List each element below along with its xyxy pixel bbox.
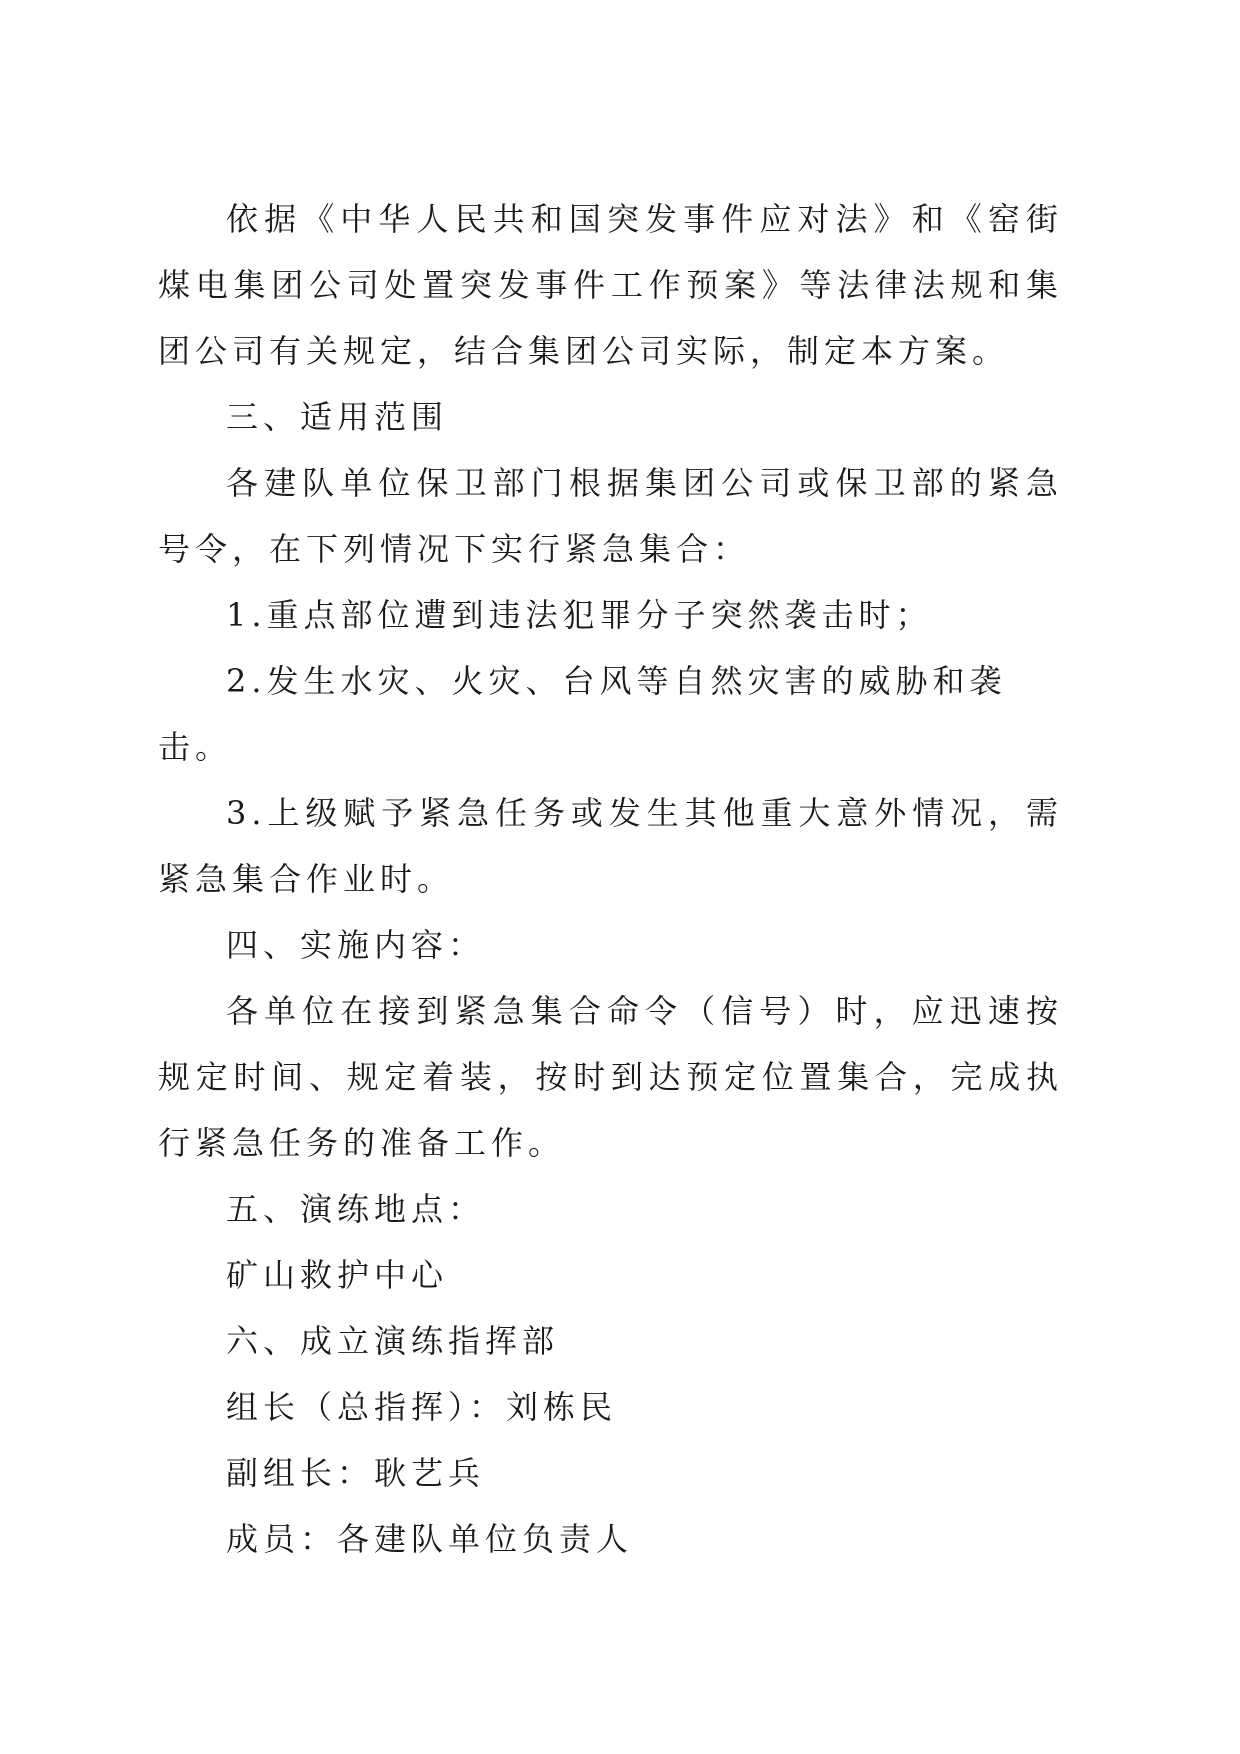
list-item-3: 3.上级赋予紧急任务或发生其他重大意外情况，需紧急集合作业时。 [158,794,1063,898]
document-body [158,186,1063,1572]
team-deputy-leader: 副组长：耿艺兵 [226,1454,486,1492]
team-leader: 组长（总指挥）：刘栋民 [226,1388,618,1426]
list-item-2: 2.发生水灾、火灾、台风等自然灾害的威胁和袭击。 [158,662,1007,766]
paragraph-legal-basis: 依据《中华人民共和国突发事件应对法》和《窑街煤电集团公司处置突发事件工作预案》等法律法规和集团公司有关规定，结合集团公司实际，制定本方案。 [158,200,1063,370]
paragraph-scope-intro: 各建队单位保卫部门根据集团公司或保卫部的紧急号令，在下列情况下实行紧急集合： [158,464,1063,568]
list-item-1: 1.重点部位遭到违法犯罪分子突然袭击时； [226,596,933,634]
paragraph-implementation: 各单位在接到紧急集合命令（信号）时，应迅速按规定时间、规定着装，按时到达预定位置集合，完成执行紧急任务的准备工作。 [158,992,1063,1162]
team-members: 成员：各建队单位负责人 [226,1520,634,1558]
heading-scope: 三、适用范围 [226,398,449,436]
heading-implementation: 四、实施内容： [226,926,486,964]
paragraph-drill-location: 矿山救护中心 [226,1256,449,1294]
heading-drill-location: 五、演练地点： [226,1190,486,1228]
heading-command-team: 六、成立演练指挥部 [226,1322,560,1360]
